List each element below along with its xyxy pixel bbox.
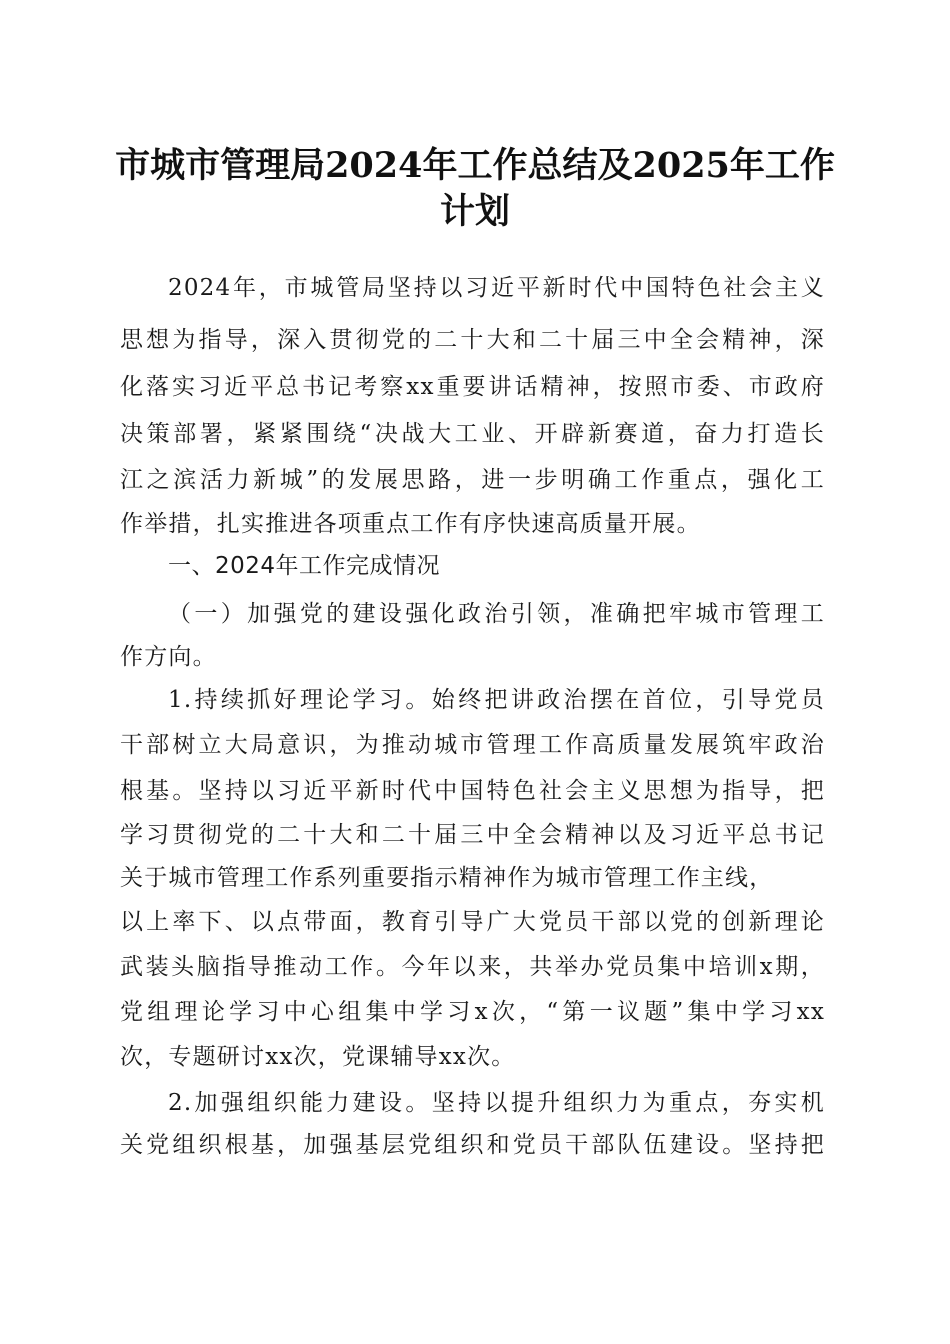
intro-paragraph-line: 决策部署，紧紧围绕“决战大工业、开辟新赛道，奋力打造长	[120, 421, 825, 447]
item-1-paragraph-line: 党组理论学习中心组集中学习x次，“第一议题”集中学习xx	[120, 999, 825, 1025]
item-1-paragraph-line: 根基。坚持以习近平新时代中国特色社会主义思想为指导，把	[120, 778, 825, 804]
intro-paragraph-line: 化落实习近平总书记考察xx重要讲话精神，按照市委、市政府	[120, 374, 825, 400]
item-1-paragraph-line: 以上率下、以点带面，教育引导广大党员干部以党的创新理论	[120, 909, 825, 935]
intro-paragraph-line: 2024年，市城管局坚持以习近平新时代中国特色社会主义	[168, 275, 825, 301]
intro-paragraph-line: 思想为指导，深入贯彻党的二十大和二十届三中全会精神，深	[120, 327, 825, 353]
item-2-paragraph-line: 2.加强组织能力建设。坚持以提升组织力为重点，夯实机	[168, 1090, 825, 1116]
item-1-paragraph-line: 干部树立大局意识，为推动城市管理工作高质量发展筑牢政治	[120, 732, 825, 758]
item-1-paragraph-line: 关于城市管理工作系列重要指示精神作为城市管理工作主线，	[120, 865, 774, 891]
document-title-line-2: 计划	[439, 191, 510, 232]
intro-paragraph-line: 江之滨活力新城”的发展思路，进一步明确工作重点，强化工	[120, 467, 825, 493]
item-1-paragraph-line: 次，专题研讨xx次，党课辅导xx次。	[120, 1044, 516, 1070]
item-1-paragraph-line: 学习贯彻党的二十大和二十届三中全会精神以及习近平总书记	[120, 822, 825, 848]
item-2-paragraph-line: 关党组织根基，加强基层党组织和党员干部队伍建设。坚持把	[120, 1132, 825, 1158]
section-heading-1: 一、2024年工作完成情况	[168, 553, 441, 579]
item-1-paragraph-line: 武装头脑指导推动工作。今年以来，共举办党员集中培训x期，	[120, 954, 825, 980]
subsection-heading-line: （一）加强党的建设强化政治引领，准确把牢城市管理工	[168, 601, 825, 627]
item-1-paragraph-line: 1.持续抓好理论学习。始终把讲政治摆在首位，引导党员	[168, 687, 825, 713]
intro-paragraph-line: 作举措，扎实推进各项重点工作有序快速高质量开展。	[120, 511, 701, 537]
document-title-line-1: 市城市管理局2024年工作总结及2025年工作	[115, 145, 835, 186]
subsection-heading-line: 作方向。	[120, 644, 217, 670]
